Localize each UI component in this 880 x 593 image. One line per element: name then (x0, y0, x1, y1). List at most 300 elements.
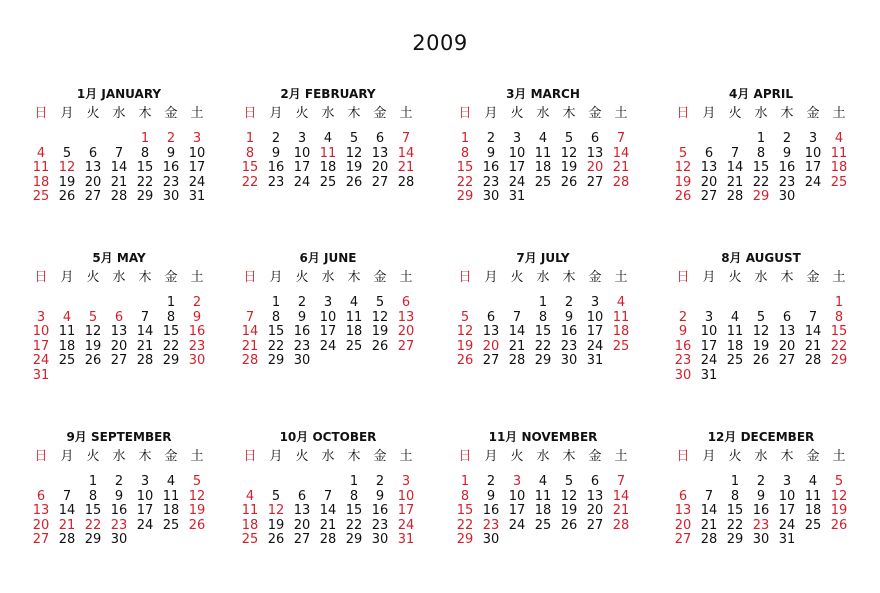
day-cell: 23 (110, 517, 128, 533)
day-cell: 11 (58, 324, 76, 339)
day-cell: 25 (162, 517, 180, 533)
day-cell: 14 (726, 160, 744, 175)
day-cell: 23 (267, 174, 285, 190)
day-cell: 7 (323, 488, 333, 504)
day-cell: 5 (88, 309, 98, 325)
day-cell: 18 (162, 503, 180, 518)
day-cell: 9 (192, 309, 202, 325)
weekday-label: 土 (399, 106, 413, 121)
day-cell: 16 (371, 503, 389, 518)
day-cell: 7 (140, 309, 150, 325)
day-cell: 19 (560, 160, 578, 175)
weekday-label: 金 (588, 449, 602, 464)
month-title: 2月 FEBRUARY (280, 87, 376, 101)
weekday-label: 金 (588, 270, 602, 285)
day-cell: 11 (162, 488, 180, 504)
day-cell: 11 (345, 309, 363, 325)
day-cell: 31 (586, 353, 604, 368)
day-cell: 5 (271, 488, 281, 504)
day-cell: 5 (564, 131, 574, 146)
day-cell: 2 (192, 295, 202, 310)
day-cell: 2 (166, 131, 176, 146)
day-cell: 3 (323, 295, 333, 310)
day-cell: 27 (371, 174, 389, 190)
day-cell: 30 (752, 532, 770, 547)
day-cell: 8 (460, 488, 470, 504)
weekday-label: 土 (190, 106, 204, 121)
weekday-label: 土 (399, 449, 413, 464)
month-title: 5月 MAY (92, 251, 146, 265)
day-cell: 5 (834, 474, 844, 489)
weekday-label: 月 (702, 106, 716, 121)
day-cell: 12 (371, 309, 389, 325)
day-cell: 13 (110, 324, 128, 339)
month-title: 8月 AUGUST (721, 251, 801, 265)
weekday-label: 水 (321, 270, 335, 285)
day-cell: 19 (84, 338, 102, 354)
day-cell: 10 (508, 488, 526, 504)
day-cell: 13 (84, 160, 102, 175)
day-cell: 17 (32, 338, 50, 354)
day-cell: 17 (319, 324, 337, 339)
day-cell: 14 (508, 324, 526, 339)
day-cell: 21 (136, 338, 154, 354)
day-cell: 10 (804, 145, 822, 161)
day-cell: 13 (482, 324, 500, 339)
day-cell: 21 (612, 160, 630, 175)
weekday-label: 火 (728, 106, 742, 121)
day-cell: 27 (482, 353, 500, 368)
day-cell: 25 (534, 174, 552, 190)
weekday-label: 木 (562, 449, 576, 464)
weekday-label: 日 (676, 449, 690, 464)
weekday-label: 月 (702, 449, 716, 464)
day-cell: 14 (136, 324, 154, 339)
month-title: 12月 DECEMBER (707, 430, 815, 444)
weekday-label: 木 (347, 270, 361, 285)
weekday-label: 日 (243, 106, 257, 121)
day-cell: 8 (756, 145, 766, 161)
day-cell: 30 (188, 353, 206, 368)
day-cell: 19 (345, 160, 363, 175)
day-cell: 12 (456, 324, 474, 339)
weekday-label: 日 (34, 270, 48, 285)
weekday-label: 日 (458, 270, 472, 285)
day-cell: 24 (508, 174, 526, 190)
day-cell: 1 (88, 474, 98, 489)
day-cell: 14 (110, 160, 128, 175)
weekday-label: 木 (347, 449, 361, 464)
day-cell: 13 (586, 488, 604, 504)
day-cell: 27 (674, 532, 692, 547)
day-cell: 20 (586, 503, 604, 518)
day-cell: 3 (36, 309, 46, 325)
day-cell: 22 (136, 174, 154, 190)
day-cell: 1 (730, 474, 740, 489)
weekday-label: 金 (588, 106, 602, 121)
day-cell: 25 (319, 174, 337, 190)
day-cell: 27 (700, 189, 718, 204)
day-cell: 13 (293, 503, 311, 518)
day-cell: 30 (778, 189, 796, 204)
day-cell: 18 (534, 160, 552, 175)
day-cell: 25 (612, 338, 630, 354)
day-cell: 15 (241, 160, 259, 175)
day-cell: 24 (700, 353, 718, 368)
day-cell: 8 (730, 488, 740, 504)
weekday-label: 火 (510, 270, 524, 285)
day-cell: 23 (674, 353, 692, 368)
day-cell: 21 (319, 517, 337, 533)
weekday-label: 火 (86, 449, 100, 464)
month-title: 11月 NOVEMBER (488, 430, 598, 444)
weekday-label: 日 (676, 270, 690, 285)
weekday-label: 土 (832, 270, 846, 285)
weekday-label: 月 (484, 270, 498, 285)
day-cell: 1 (460, 131, 470, 146)
weekday-label: 土 (832, 449, 846, 464)
weekday-label: 金 (164, 106, 178, 121)
day-cell: 28 (726, 189, 744, 204)
day-cell: 26 (267, 532, 285, 547)
weekday-label: 水 (536, 270, 550, 285)
day-cell: 3 (401, 474, 411, 489)
day-cell: 24 (319, 338, 337, 354)
day-cell: 4 (538, 474, 548, 489)
day-cell: 26 (58, 189, 76, 204)
day-cell: 20 (482, 338, 500, 354)
weekday-label: 水 (321, 449, 335, 464)
weekday-label: 木 (780, 106, 794, 121)
day-cell: 9 (678, 324, 688, 339)
day-cell: 22 (726, 517, 744, 533)
day-cell: 14 (700, 503, 718, 518)
day-cell: 24 (136, 517, 154, 533)
day-cell: 6 (704, 145, 714, 161)
day-cell: 20 (700, 174, 718, 190)
day-cell: 21 (508, 338, 526, 354)
day-cell: 16 (778, 160, 796, 175)
day-cell: 10 (188, 145, 206, 161)
weekday-label: 金 (373, 270, 387, 285)
day-cell: 10 (700, 324, 718, 339)
day-cell: 16 (293, 324, 311, 339)
day-cell: 13 (700, 160, 718, 175)
day-cell: 1 (271, 295, 281, 310)
day-cell: 4 (808, 474, 818, 489)
day-cell: 31 (188, 189, 206, 204)
day-cell: 1 (756, 131, 766, 146)
day-cell: 30 (482, 189, 500, 204)
day-cell: 30 (110, 532, 128, 547)
weekday-label: 日 (458, 449, 472, 464)
weekday-label: 水 (754, 106, 768, 121)
day-cell: 17 (508, 503, 526, 518)
day-cell: 20 (371, 160, 389, 175)
day-cell: 15 (267, 324, 285, 339)
day-cell: 14 (612, 145, 630, 161)
day-cell: 31 (397, 532, 415, 547)
day-cell: 28 (612, 517, 630, 533)
day-cell: 11 (534, 145, 552, 161)
weekday-label: 日 (34, 106, 48, 121)
day-cell: 2 (271, 131, 281, 146)
day-cell: 16 (110, 503, 128, 518)
day-cell: 28 (700, 532, 718, 547)
day-cell: 10 (508, 145, 526, 161)
day-cell: 25 (726, 353, 744, 368)
day-cell: 7 (245, 309, 255, 325)
day-cell: 15 (136, 160, 154, 175)
day-cell: 6 (782, 309, 792, 325)
day-cell: 2 (114, 474, 124, 489)
day-cell: 29 (830, 353, 848, 368)
day-cell: 16 (482, 503, 500, 518)
day-cell: 17 (188, 160, 206, 175)
day-cell: 2 (782, 131, 792, 146)
day-cell: 27 (110, 353, 128, 368)
day-cell: 12 (560, 145, 578, 161)
day-cell: 11 (830, 145, 848, 161)
day-cell: 3 (140, 474, 150, 489)
day-cell: 7 (62, 488, 72, 504)
day-cell: 22 (84, 517, 102, 533)
day-cell: 18 (534, 503, 552, 518)
weekday-label: 土 (614, 449, 628, 464)
day-cell: 23 (293, 338, 311, 354)
day-cell: 21 (612, 503, 630, 518)
day-cell: 31 (778, 532, 796, 547)
day-cell: 28 (319, 532, 337, 547)
day-cell: 4 (36, 145, 46, 161)
weekday-label: 火 (510, 449, 524, 464)
day-cell: 21 (397, 160, 415, 175)
day-cell: 10 (293, 145, 311, 161)
day-cell: 19 (560, 503, 578, 518)
month-title: 9月 SEPTEMBER (66, 430, 172, 444)
day-cell: 23 (560, 338, 578, 354)
day-cell: 27 (397, 338, 415, 354)
day-cell: 23 (752, 517, 770, 533)
weekday-label: 月 (484, 106, 498, 121)
day-cell: 4 (349, 295, 359, 310)
weekday-label: 土 (614, 106, 628, 121)
day-cell: 3 (808, 131, 818, 146)
day-cell: 15 (534, 324, 552, 339)
weekday-label: 土 (832, 106, 846, 121)
weekday-label: 水 (536, 106, 550, 121)
day-cell: 9 (486, 488, 496, 504)
weekday-label: 土 (190, 270, 204, 285)
day-cell: 24 (32, 353, 50, 368)
day-cell: 17 (293, 160, 311, 175)
day-cell: 5 (678, 145, 688, 161)
day-cell: 25 (241, 532, 259, 547)
day-cell: 7 (730, 145, 740, 161)
weekday-label: 金 (164, 449, 178, 464)
weekday-label: 土 (614, 270, 628, 285)
day-cell: 12 (267, 503, 285, 518)
weekday-label: 月 (702, 270, 716, 285)
day-cell: 26 (371, 338, 389, 354)
day-cell: 13 (32, 503, 50, 518)
day-cell: 29 (752, 189, 770, 204)
day-cell: 28 (58, 532, 76, 547)
day-cell: 1 (166, 295, 176, 310)
day-cell: 16 (482, 160, 500, 175)
day-cell: 5 (192, 474, 202, 489)
day-cell: 10 (586, 309, 604, 325)
day-cell: 13 (371, 145, 389, 161)
day-cell: 18 (319, 160, 337, 175)
day-cell: 3 (192, 131, 202, 146)
day-cell: 6 (36, 488, 46, 504)
day-cell: 15 (456, 160, 474, 175)
weekday-label: 水 (754, 270, 768, 285)
day-cell: 31 (32, 367, 50, 383)
day-cell: 7 (704, 488, 714, 504)
day-cell: 9 (271, 145, 281, 161)
month-title: 3月 MARCH (506, 87, 580, 101)
day-cell: 15 (162, 324, 180, 339)
day-cell: 19 (188, 503, 206, 518)
day-cell: 3 (512, 474, 522, 489)
day-cell: 22 (752, 174, 770, 190)
day-cell: 9 (756, 488, 766, 504)
day-cell: 6 (297, 488, 307, 504)
day-cell: 22 (534, 338, 552, 354)
weekday-label: 木 (138, 106, 152, 121)
weekday-label: 火 (86, 270, 100, 285)
day-cell: 20 (674, 517, 692, 533)
day-cell: 27 (32, 532, 50, 547)
day-cell: 10 (778, 488, 796, 504)
day-cell: 2 (756, 474, 766, 489)
day-cell: 19 (674, 174, 692, 190)
day-cell: 12 (188, 488, 206, 504)
day-cell: 11 (241, 503, 259, 518)
day-cell: 2 (678, 309, 688, 325)
day-cell: 8 (834, 309, 844, 325)
day-cell: 23 (482, 174, 500, 190)
day-cell: 11 (319, 145, 337, 161)
weekday-label: 金 (806, 106, 820, 121)
day-cell: 20 (586, 160, 604, 175)
day-cell: 13 (397, 309, 415, 325)
day-cell: 14 (804, 324, 822, 339)
weekday-label: 月 (60, 270, 74, 285)
day-cell: 26 (830, 517, 848, 533)
day-cell: 26 (560, 517, 578, 533)
year-title: 2009 (412, 31, 468, 55)
day-cell: 25 (830, 174, 848, 190)
day-cell: 21 (58, 517, 76, 533)
day-cell: 22 (267, 338, 285, 354)
day-cell: 8 (460, 145, 470, 161)
day-cell: 30 (293, 353, 311, 368)
day-cell: 2 (564, 295, 574, 310)
day-cell: 24 (293, 174, 311, 190)
day-cell: 15 (345, 503, 363, 518)
day-cell: 10 (136, 488, 154, 504)
day-cell: 20 (110, 338, 128, 354)
day-cell: 22 (830, 338, 848, 354)
day-cell: 17 (700, 338, 718, 354)
day-cell: 7 (512, 309, 522, 325)
day-cell: 21 (110, 174, 128, 190)
day-cell: 15 (830, 324, 848, 339)
day-cell: 1 (538, 295, 548, 310)
weekday-label: 水 (112, 449, 126, 464)
day-cell: 23 (778, 174, 796, 190)
day-cell: 4 (323, 131, 333, 146)
day-cell: 8 (538, 309, 548, 325)
day-cell: 18 (241, 517, 259, 533)
day-cell: 7 (616, 131, 626, 146)
weekday-label: 水 (754, 449, 768, 464)
day-cell: 7 (616, 474, 626, 489)
day-cell: 3 (782, 474, 792, 489)
day-cell: 1 (245, 131, 255, 146)
day-cell: 16 (674, 338, 692, 354)
day-cell: 1 (460, 474, 470, 489)
day-cell: 19 (58, 174, 76, 190)
day-cell: 7 (401, 131, 411, 146)
day-cell: 16 (267, 160, 285, 175)
day-cell: 17 (136, 503, 154, 518)
month-title: 4月 APRIL (729, 87, 793, 101)
day-cell: 8 (88, 488, 98, 504)
day-cell: 25 (32, 189, 50, 204)
day-cell: 7 (808, 309, 818, 325)
day-cell: 16 (560, 324, 578, 339)
day-cell: 23 (162, 174, 180, 190)
day-cell: 16 (752, 503, 770, 518)
day-cell: 18 (612, 324, 630, 339)
day-cell: 13 (674, 503, 692, 518)
day-cell: 12 (752, 324, 770, 339)
day-cell: 21 (804, 338, 822, 354)
day-cell: 28 (136, 353, 154, 368)
day-cell: 21 (726, 174, 744, 190)
day-cell: 7 (114, 145, 124, 161)
day-cell: 26 (84, 353, 102, 368)
day-cell: 9 (782, 145, 792, 161)
day-cell: 22 (456, 174, 474, 190)
day-cell: 30 (560, 353, 578, 368)
day-cell: 19 (752, 338, 770, 354)
day-cell: 27 (586, 517, 604, 533)
day-cell: 8 (166, 309, 176, 325)
day-cell: 12 (560, 488, 578, 504)
day-cell: 28 (397, 174, 415, 190)
day-cell: 26 (345, 174, 363, 190)
day-cell: 30 (162, 189, 180, 204)
weekday-label: 火 (295, 449, 309, 464)
day-cell: 26 (188, 517, 206, 533)
day-cell: 2 (486, 474, 496, 489)
day-cell: 29 (136, 189, 154, 204)
weekday-label: 火 (295, 106, 309, 121)
day-cell: 18 (32, 174, 50, 190)
weekday-label: 日 (34, 449, 48, 464)
weekday-label: 月 (484, 449, 498, 464)
day-cell: 11 (32, 160, 50, 175)
day-cell: 28 (804, 353, 822, 368)
day-cell: 10 (397, 488, 415, 504)
day-cell: 15 (752, 160, 770, 175)
day-cell: 29 (726, 532, 744, 547)
